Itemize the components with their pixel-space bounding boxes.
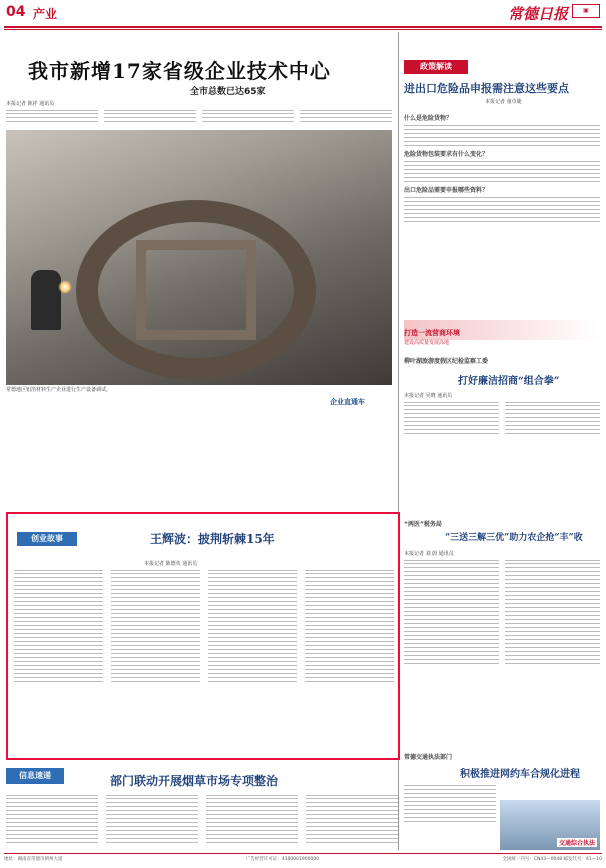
text-col xyxy=(6,110,98,111)
lead-subhead: 全市总数已达65家 xyxy=(190,87,266,97)
header-rule-thin xyxy=(4,29,602,30)
bottom-body xyxy=(6,792,398,799)
footer xyxy=(4,856,602,862)
traffic-photo-label: 交通综合执法 xyxy=(558,840,595,847)
lead-headline: 我市新增17家省级企业技术中心 xyxy=(28,59,331,83)
traffic-body xyxy=(404,782,496,825)
anti-graft-headline: 打好廉洁招商“组合拳” xyxy=(458,376,560,387)
traffic-photo xyxy=(500,800,600,850)
traffic-headline: 积极推进网约车合规化进程 xyxy=(460,769,580,780)
anti-graft-kicker: 柳叶湖旅游度假区纪检监察工委 xyxy=(404,358,489,365)
logo-badge: ▣ xyxy=(572,4,600,18)
policy-q2: 危险货物包装要求有什么变化？ xyxy=(404,151,489,158)
story-byline: 本报记者 陈德英 通讯员 xyxy=(144,561,198,567)
tax-kicker: “两医”税务局 xyxy=(404,521,442,528)
section-name: 产业 xyxy=(33,7,58,21)
info-logo: 信息速递 xyxy=(6,768,64,784)
story-logo: 创业故事 xyxy=(17,532,77,546)
theme-banner xyxy=(404,320,600,346)
tax-byline: 本报记者 刘 蔚 通讯员 xyxy=(404,551,454,557)
anti-graft-byline: 本报记者 吴晓 通讯员 xyxy=(404,393,453,399)
text-col xyxy=(202,110,294,111)
lead-body xyxy=(6,100,392,128)
page-number: 04 xyxy=(6,4,26,20)
header-rule xyxy=(4,26,602,28)
lead-byline: 本报记者 陈祥 通讯员 xyxy=(6,101,55,107)
policy-headline: 进出口危险品申报需注意这些要点 xyxy=(404,82,569,95)
policy-byline: 本报记者 童卓婕 xyxy=(485,99,522,105)
text-col xyxy=(300,110,392,111)
caption-tag: 企业直通车 xyxy=(330,398,365,406)
policy-q3: 出口危险品需要申报哪些资料？ xyxy=(404,187,489,194)
masthead xyxy=(0,0,606,26)
story-body xyxy=(14,560,394,574)
policy-tag: 政策解读 xyxy=(404,60,468,74)
photo-caption: 常德地区铝箔材料生产企业进行生产设备调试。 xyxy=(6,387,112,393)
footer-license: 广告经营许可证：4300001900000 xyxy=(245,857,320,862)
tax-body xyxy=(404,550,600,564)
policy-body xyxy=(404,110,600,225)
traffic-kicker: 常德交通执法部门 xyxy=(404,754,453,761)
banner-sub: 建设高质量发展高地 xyxy=(404,340,450,346)
story-frame xyxy=(6,512,400,760)
anti-graft-body xyxy=(404,392,600,406)
tax-headline: “三送三解三优”助力农企抢“丰”收 xyxy=(445,533,583,543)
bottom-headline: 部门联动开展烟草市场专项整治 xyxy=(110,774,279,788)
story-headline: 王辉波：披荆斩棘15年 xyxy=(150,532,275,546)
footer-rule xyxy=(4,853,602,854)
lead-photo xyxy=(6,130,392,385)
footer-issn: 全国统一刊号：CN43—0048 邮发代号：41—10 xyxy=(502,857,602,862)
brand-logo: 常德日报 xyxy=(507,5,568,23)
footer-address: 地址：湖南省常德市朗州大道 xyxy=(4,857,63,862)
text-col xyxy=(104,110,196,111)
banner-label: 打造一流营商环境 xyxy=(404,329,460,337)
policy-q1: 什么是危险货物？ xyxy=(404,115,453,122)
